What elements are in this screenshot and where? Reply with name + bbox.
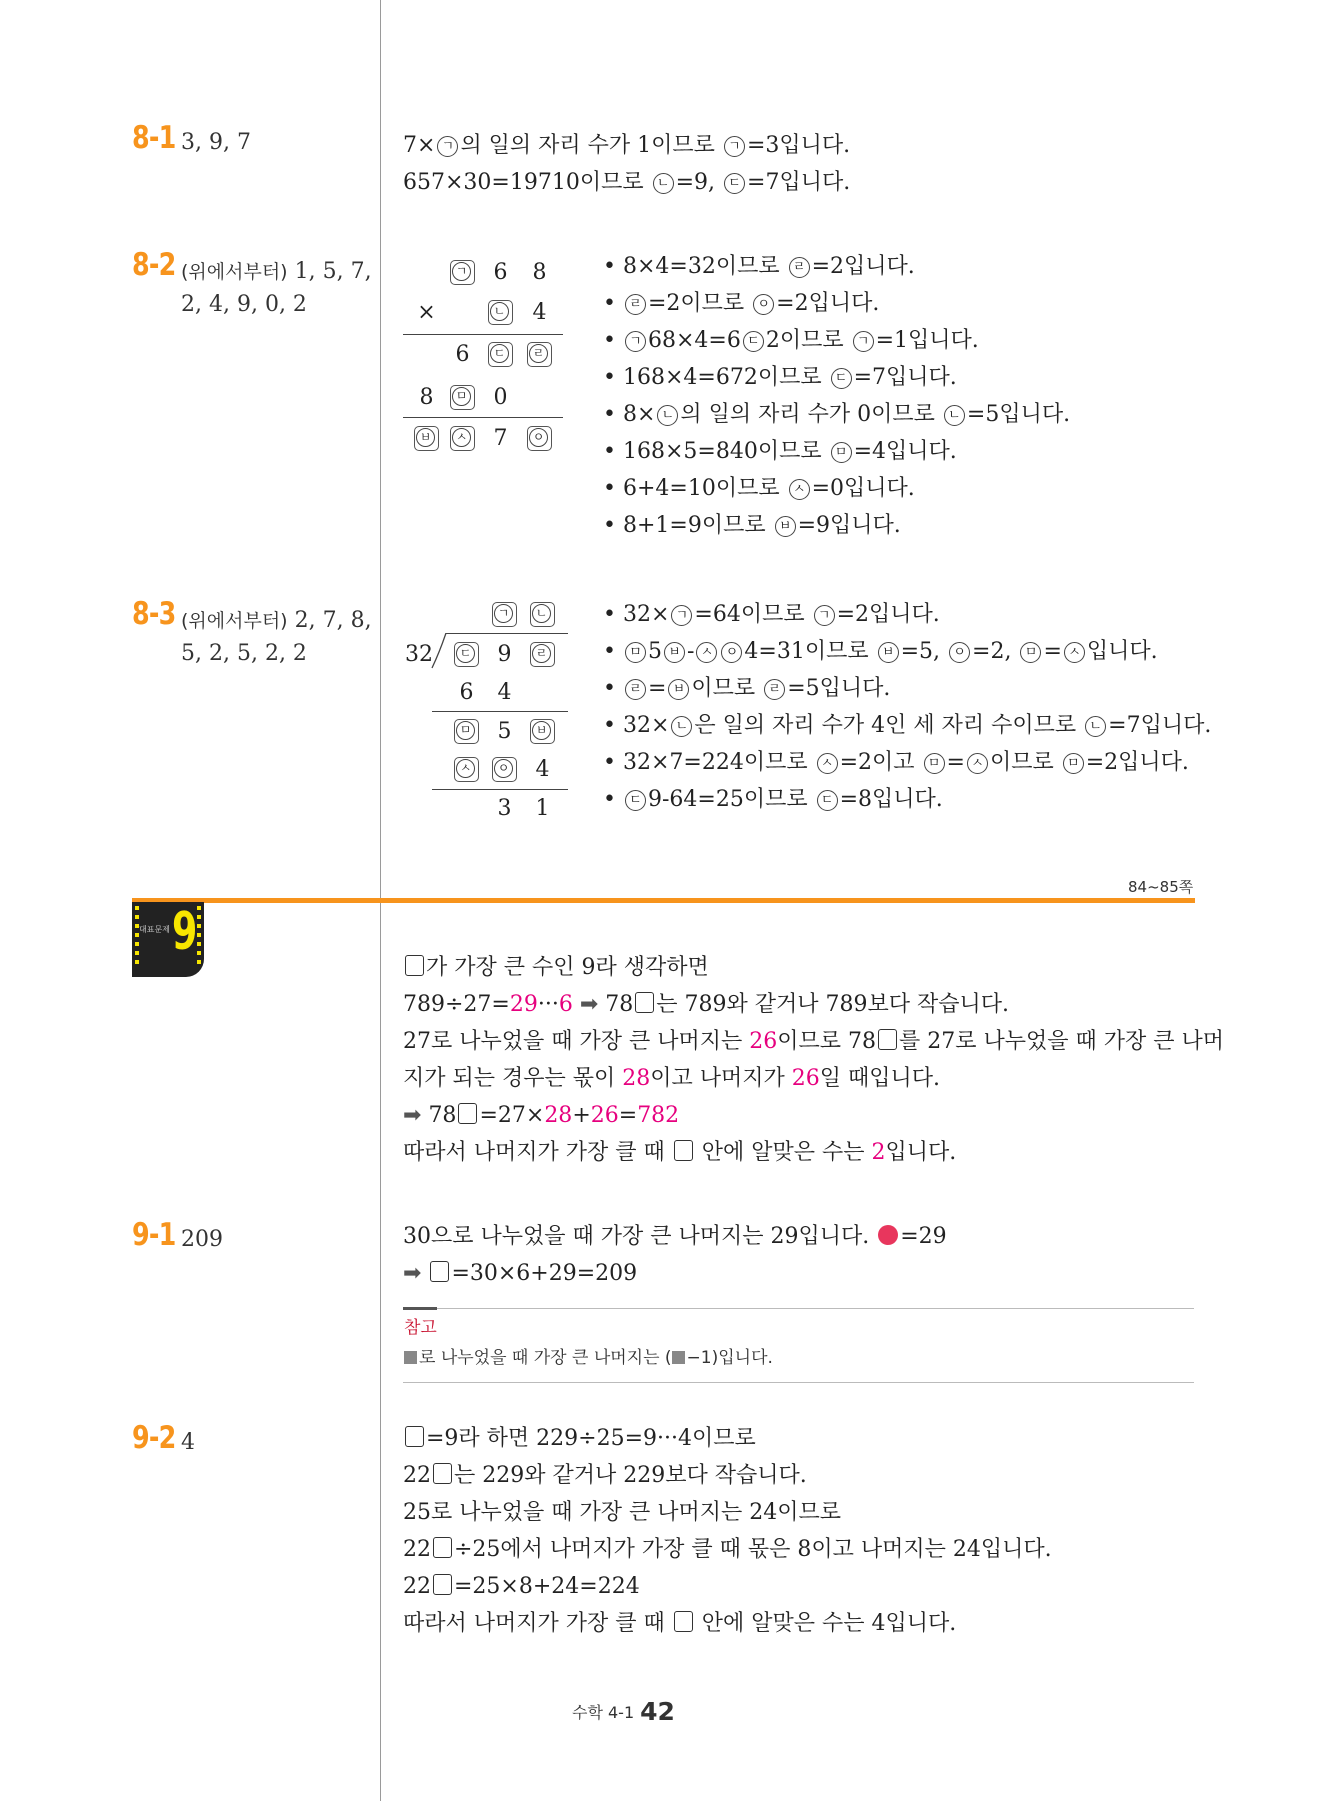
blank-box: ㄴ (488, 300, 513, 325)
note-bottom-rule (403, 1382, 1194, 1383)
blank-box: ㄴ (530, 602, 555, 627)
blank-box: ㅁ (450, 385, 475, 410)
blank-box: ㄹ (527, 342, 552, 367)
blank-square-icon (458, 1103, 477, 1124)
solution-rep9: 가 가장 큰 수인 9라 생각하면 789÷27=29···6 ➡ 78 는 789와 같거나 789보다 작습니다. 27로 나누었을 때 가장 큰 나머지는 26이므로 78 를 27로 나누었을 때 가장 큰 나머 지가 되는 경우는 몫이 28이고 나머지가 26일 때입니다. ➡ 78 =27×28+26=782 따라서 나머지가 가장 클 때 안에 알맞은 수는 2입니다. (403, 955, 1224, 1165)
blank-box: ㅂ (414, 426, 439, 451)
answer-8-2-cont: 2, 4, 9, 0, 2 (181, 292, 307, 317)
question-number-8-3: 8-3 (132, 596, 176, 632)
filled-square-icon (404, 1351, 417, 1364)
solution-8-3-bullets: • 32× ㄱ =64이므로 ㄱ =2입니다. • ㅁ 5 ㅂ - ㅅ ㅇ 4=31이므로 ㅂ =5, ㅇ =2, ㅁ = ㅅ 입니다. • ㄹ = ㅂ 이므로 ㄹ =5입니다. • 32× ㄴ 은 일의 자리 수가 4인 세 자리 수이므로 ㄴ =7입니다. • 32×7=224이므로 ㅅ =2이고 ㅁ = ㅅ 이므로 ㅁ =2입니다. • ㄷ 9-64=25이므로 ㄷ =8입니다. (603, 602, 1212, 812)
solution-9-2: =9라 하면 229÷25=9···4이므로 22 는 229와 같거나 229보다 작습니다. 25로 나누었을 때 가장 큰 나머지는 24이므로 22 ÷25에서 나머지가 가장 클 때 몫은 8이고 나머지는 24입니다. 22 =25×8+24=224 따라서 나머지가 가장 클 때 안에 알맞은 수는 4입니다. (403, 1426, 1052, 1636)
page-footer: 수학 4-1 42 (572, 1697, 675, 1726)
arrow-right-icon: ➡ (403, 1103, 422, 1128)
answer-9-1: 209 (181, 1227, 223, 1252)
answer-8-3-cont: 5, 2, 5, 2, 2 (181, 641, 307, 666)
blank-square-icon (878, 1029, 897, 1050)
blank-box: ㄷ (488, 342, 513, 367)
note-title: 참고 (404, 1318, 437, 1338)
note-top-rule (403, 1308, 1194, 1309)
question-number-9-1: 9-1 (132, 1217, 176, 1253)
question-number-9-2: 9-2 (132, 1420, 176, 1456)
blank-box: ㄷ (454, 642, 479, 667)
blank-square-icon (635, 992, 654, 1013)
solution-8-1-line2: 657×30=19710이므로 ㄴ =9, ㄷ =7입니다. (403, 170, 851, 195)
blank-box: ㅅ (454, 757, 479, 782)
arrow-right-icon: ➡ (403, 1261, 422, 1286)
blank-square-icon (433, 1574, 452, 1595)
blank-square-icon (405, 955, 424, 976)
red-circle-icon (878, 1225, 898, 1245)
blank-box: ㄱ (492, 602, 517, 627)
answer-9-2: 4 (181, 1430, 195, 1455)
blank-square-icon (433, 1537, 452, 1558)
solution-8-1-line1: 7× ㄱ 의 일의 자리 수가 1이므로 ㄱ =3입니다. (403, 133, 851, 158)
blank-box: ㅁ (454, 719, 479, 744)
blank-square-icon (430, 1261, 449, 1282)
question-number-8-1: 8-1 (132, 120, 176, 156)
blank-box: ㅇ (527, 426, 552, 451)
note-top-accent (403, 1307, 437, 1310)
answer-8-3: (위에서부터) 2, 7, 8, (181, 608, 372, 633)
representative-problem-badge: 대표문제 9 (132, 902, 204, 977)
page-range: 84~85쪽 (1128, 878, 1194, 896)
blank-box: ㅅ (450, 426, 475, 451)
circle-giyeok-icon: ㄱ (437, 136, 458, 157)
solution-8-2-bullets: • 8×4=32이므로 ㄹ =2입니다. • ㄹ =2이므로 ㅇ =2입니다. • ㄱ 68×4=6 ㄷ 2이므로 ㄱ =1입니다. • 168×4=672이므로 ㄷ =7입니다. • 8× ㄴ 의 일의 자리 수가 0이므로 ㄴ =5입니다. • 168×5=840이므로 ㅁ =4입니다. • 6+4=10이므로 ㅅ =0입니다. • 8+1=9이므로 ㅂ =9입니다. (603, 254, 1071, 538)
blank-square-icon (674, 1140, 693, 1161)
blank-square-icon (405, 1426, 424, 1447)
question-number-8-2: 8-2 (132, 247, 176, 283)
solution-9-1: 30으로 나누었을 때 가장 큰 나머지는 29입니다. =29 ➡ =30×6+29=209 (403, 1224, 947, 1286)
answer-8-1: 3, 9, 7 (181, 130, 251, 155)
blank-square-icon (433, 1463, 452, 1484)
blank-box: ㅂ (530, 719, 555, 744)
blank-square-icon (674, 1611, 693, 1632)
section-divider (132, 898, 1195, 903)
blank-box: ㄱ (450, 260, 475, 285)
blank-box: ㅇ (492, 757, 517, 782)
circle-nieun-icon: ㄴ (653, 173, 674, 194)
answer-8-2: (위에서부터) 1, 5, 7, (181, 259, 372, 284)
arrow-right-icon: ➡ (579, 992, 599, 1017)
note-text: 로 나누었을 때 가장 큰 나머지는 ( −1)입니다. (404, 1343, 773, 1368)
filled-square-icon (672, 1351, 685, 1364)
circle-digeut-icon: ㄷ (724, 173, 745, 194)
circle-giyeok-icon: ㄱ (724, 136, 745, 157)
blank-box: ㄹ (530, 642, 555, 667)
